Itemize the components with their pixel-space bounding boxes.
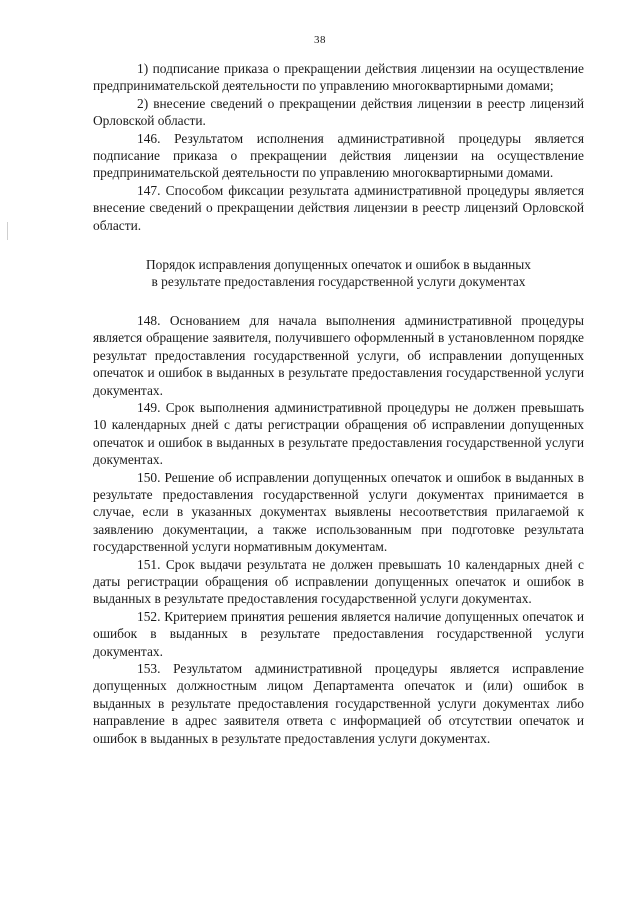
document-body (93, 60, 584, 747)
paragraph-153: 153. Результатом административной процедуры является исправление допущенных должностным лицом Департамента опечаток и (или) ошибок в выданных в результате предоставления государственной услуги документах либо направление в адрес заявителя ответа с информацией об отсутствии опечаток и ошибок в выданных в результате предоставления услуги документах. (93, 661, 584, 746)
paragraph-item-1: 1) подписание приказа о прекращении действия лицензии на осуществление предпринимательской деятельности по управлению многоквартирными домами; (93, 61, 584, 94)
section-heading-line-2: в результате предоставления государственной услуги документах (151, 274, 526, 290)
page-number: 38 (314, 34, 326, 46)
paragraph-152: 152. Критерием принятия решения является наличие допущенных опечаток и ошибок в выданных в результате предоставления государственной услуги документах. (93, 608, 584, 659)
section-heading (93, 256, 584, 291)
paragraph-148: 148. Основанием для начала выполнения административной процедуры является обращение заявителя, получившего оформленный в установленном порядке результат предоставления государственной услуги, об исправлении допущенных опечаток и ошибок в выданных в результате предоставления государственной услуги документах. (93, 312, 584, 398)
paragraph-150: 150. Решение об исправлении допущенных опечаток и ошибок в выданных в результате предоставления государственной услуги документах принимается в случае, если в указанных документах выявлены несоответствия прилагаемой к заявлению документации, а также использованным при подготовке результата государственной услуги нормативным документам. (93, 469, 584, 555)
section-heading-line-1: Порядок исправления допущенных опечаток и ошибок в выданных (146, 257, 531, 273)
paragraph-item-2: 2) внесение сведений о прекращении действия лицензии в реестр лицензий Орловской области. (93, 95, 584, 129)
paragraph-151: 151. Срок выдачи результата не должен превышать 10 календарных дней с даты регистрации обращения об исправлении допущенных опечаток и ошибок в выданных в результате предоставления государственной услуги документах. (93, 556, 584, 607)
scan-margin-mark (7, 222, 8, 240)
paragraph-149: 149. Срок выполнения административной процедуры не должен превышать 10 календарных дней с даты регистрации обращения об исправлении допущенных опечаток и ошибок в выданных в результате предоставления государственной услуги документах. (93, 399, 584, 468)
paragraph-146: 146. Результатом исполнения административной процедуры является подписание приказа о прекращении действия лицензии на осуществление предпринимательской деятельности по управлению многоквартирными домами. (93, 130, 584, 181)
paragraph-147: 147. Способом фиксации результата административной процедуры является внесение сведений о прекращении действия лицензии в реестр лицензий Орловской области. (93, 182, 584, 233)
